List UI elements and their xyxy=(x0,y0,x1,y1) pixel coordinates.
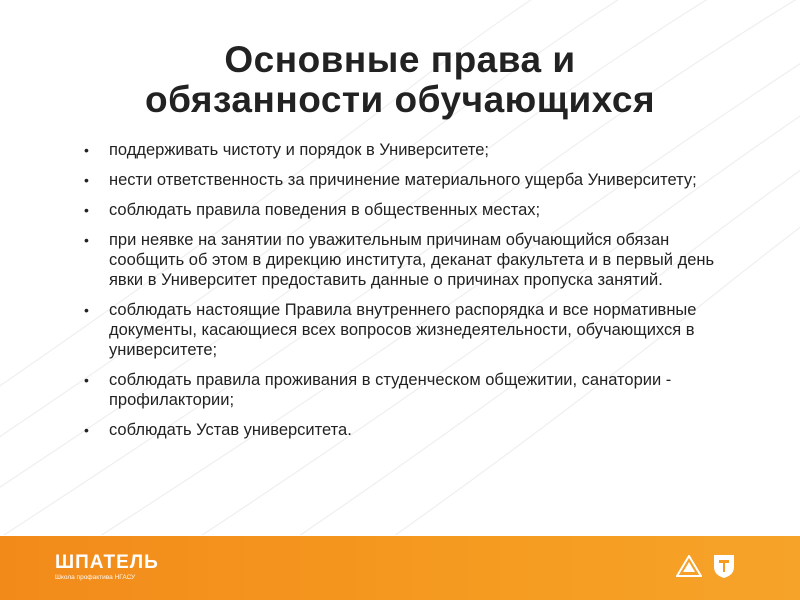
bullet-text: соблюдать Устав университета. xyxy=(109,421,352,439)
bullet-text: соблюдать правила проживания в студенческом общежитии, санатории - профилактории; xyxy=(109,371,672,409)
university-emblem-icon xyxy=(712,553,736,579)
bullet-marker: • xyxy=(84,172,89,188)
bullet-text: поддерживать чистоту и порядок в Университете; xyxy=(109,141,489,159)
footer-bar xyxy=(0,536,800,600)
slide-title-line1: Основные права и xyxy=(224,39,576,80)
bullet-list xyxy=(80,140,720,450)
list-item xyxy=(80,200,720,220)
bullet-text: соблюдать настоящие Правила внутреннего распорядка и все нормативные документы, касающиеся всех вопросов жизнедеятельности, обучающихся в университете; xyxy=(109,301,697,359)
slide-title xyxy=(60,40,740,120)
brand-logo xyxy=(55,553,159,582)
bullet-marker: • xyxy=(84,302,89,318)
bullet-marker: • xyxy=(84,202,89,218)
bullet-marker: • xyxy=(84,422,89,438)
bullet-marker: • xyxy=(84,232,89,248)
pyramid-logo-icon xyxy=(676,555,702,577)
bullet-marker: • xyxy=(84,142,89,158)
bullet-text: при неявке на занятии по уважительным причинам обучающийся обязан сообщить об этом в дирекцию института, деканат факультета и в первый день явки в Университет предоставить данные о причинах пропуска занятий. xyxy=(109,231,715,289)
list-item xyxy=(80,300,720,360)
brand-subtitle: Школа профактива НГАСУ xyxy=(55,574,136,581)
list-item xyxy=(80,140,720,160)
bullet-marker: • xyxy=(84,372,89,388)
list-item xyxy=(80,420,720,440)
list-item xyxy=(80,170,720,190)
slide-title-line2: обязанности обучающихся xyxy=(144,79,656,120)
bullet-text: нести ответственность за причинение материального ущерба Университету; xyxy=(109,171,697,189)
brand-name: ШПАТЕЛЬ xyxy=(55,552,159,573)
list-item xyxy=(80,230,720,290)
bullet-text: соблюдать правила поведения в общественных местах; xyxy=(109,201,541,219)
list-item xyxy=(80,370,720,410)
